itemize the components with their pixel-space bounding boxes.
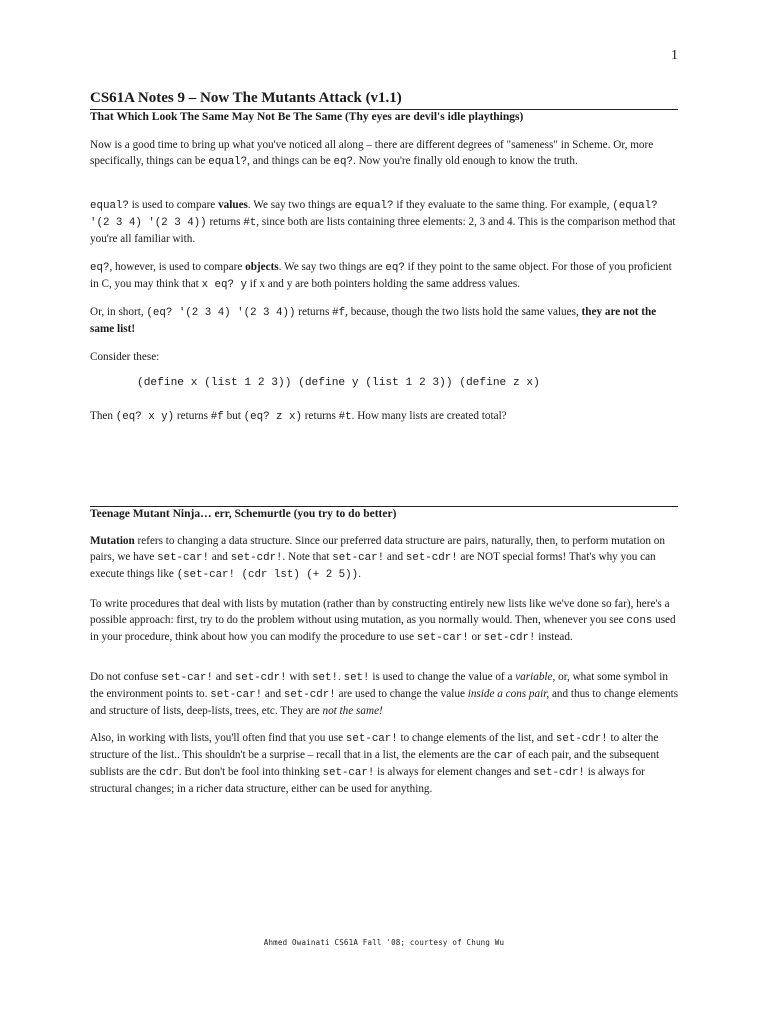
code-equal-example: (equal? '(2 3 4) '(2 3 4)) <box>90 200 658 229</box>
bold-values: values <box>218 199 248 211</box>
code-equal: equal? <box>354 200 394 212</box>
code-false: #f <box>332 307 346 319</box>
paragraph-eq-short: Or, in short, (eq? '(2 3 4) '(2 3 4)) returns #f, because, though the two lists hold the same values, they are not the same list! <box>90 306 657 335</box>
section-heading-mutation: Teenage Mutant Ninja… err, Schemurtle (you try to do better) <box>90 508 397 520</box>
code-set-car: set-car! <box>345 733 398 745</box>
code-set-car: set-car! <box>416 632 469 644</box>
code-true: #t <box>338 411 352 423</box>
code-set-cdr: set-cdr! <box>234 672 287 684</box>
code-set-cdr: set-cdr! <box>405 552 458 564</box>
code-set-car: set-car! <box>161 672 213 684</box>
code-set-car: set-car! <box>322 767 375 779</box>
code-eq: eq? <box>90 262 110 274</box>
code-set-car-example: (set-car! (cdr lst) (+ 2 5)) <box>176 569 359 581</box>
code-x-eq-y: x eq? y <box>201 279 247 291</box>
document-title: CS61A Notes 9 – Now The Mutants Attack (v1.1) <box>90 90 402 106</box>
code-set-cdr: set-cdr! <box>283 689 336 701</box>
bold-objects: objects <box>245 261 279 273</box>
code-cdr: cdr <box>159 767 179 779</box>
code-eq-z-x: (eq? z x) <box>243 411 302 423</box>
section-heading-sameness: That Which Look The Same May Not Be The Same (Thy eyes are devil's idle playthings) <box>90 111 524 123</box>
code-car: car <box>493 750 514 762</box>
section-rule <box>90 506 678 507</box>
italic-not-same: not the same! <box>322 705 383 717</box>
code-set-car: set-car! <box>210 689 263 701</box>
code-true: #t <box>243 217 257 229</box>
code-set-cdr: set-cdr! <box>555 733 608 745</box>
paragraph-question: Then (eq? x y) returns #f but (eq? z x) returns #t. How many lists are created total? <box>90 410 507 423</box>
code-set-car: set-car! <box>332 552 385 564</box>
paragraph-consider: Consider these: <box>90 351 160 363</box>
bold-mutation: Mutation <box>90 535 135 547</box>
code-set-cdr: set-cdr! <box>483 632 536 644</box>
paragraph-list-structure: Also, in working with lists, you'll often find that you use set-car! to change elements of the list, and set-cdr! to alter the structure of the list.. This shouldn't be a surprise – recall that in a list, the elements are the car of each pair, and the subsequent sublists are the cdr. But don't be fool into thinking set-car! is always for element changes and set-cdr! is always for structural changes; in a richer data structure, either can be used for anything. <box>90 732 660 795</box>
italic-variable: variable <box>515 671 553 683</box>
code-equal: equal? <box>90 200 129 212</box>
code-define-block: (define x (list 1 2 3)) (define y (list 1 2 3)) (define z x) <box>137 377 540 389</box>
title-rule <box>90 109 678 110</box>
page-footer: Ahmed Owainati CS61A Fall '08; courtesy of Chung Wu <box>263 938 505 947</box>
italic-inside-cons: inside a cons pair, <box>467 688 550 700</box>
paragraph-eq-objects: eq?, however, is used to compare objects. We say two things are eq? if they point to the same object. For those of you proficient in C, you may think that x eq? y if x and y are both pointers holding the same address values. <box>90 261 672 291</box>
page-number: 1 <box>671 48 678 63</box>
paragraph-mutation-def: Mutation refers to changing a data structure. Since our preferred data structure are pairs, naturally, then, to perform mutation on pairs, we have set-car! and set-cdr!. Note that set-car! and set-cdr! are NOT special forms! That's why you can execute things like (set-car! (cdr lst) (+ 2 5)). <box>90 535 665 581</box>
code-eq: eq? <box>385 262 405 274</box>
code-false: #f <box>210 411 224 423</box>
code-set-car: set-car! <box>157 552 209 564</box>
code-equal: equal? <box>208 156 248 168</box>
code-set-cdr: set-cdr! <box>230 552 283 564</box>
paragraph-equal-values: equal? is used to compare values. We say two things are equal? if they evaluate to the same thing. For example, (equal? '(2 3 4) '(2 3 4)) returns #t, since both are lists containing three elements: 2, 3 and 4. This is the comparison method that you're all familiar with. <box>90 199 676 245</box>
code-set-cdr: set-cdr! <box>533 767 585 779</box>
code-eq: eq? <box>333 156 353 168</box>
code-cons: cons <box>626 615 653 627</box>
code-set: set! <box>312 672 338 684</box>
bold-not-same-list: they are not the same list! <box>90 306 657 335</box>
paragraph-sameness-intro: Now is a good time to bring up what you've noticed all along – there are different degrees of "sameness" in Scheme. Or, more specifically, things can be equal?, and things can be eq?. Now you're finally old enough to know the truth. <box>90 139 654 168</box>
code-set: set! <box>343 672 370 684</box>
code-eq-x-y: (eq? x y) <box>115 411 175 423</box>
code-eq-example: (eq? '(2 3 4) '(2 3 4)) <box>146 307 296 319</box>
paragraph-set-confusion: Do not confuse set-car! and set-cdr! with set!. set! is used to change the value of a variable, or, what some symbol in the environment points to. set-car! and set-cdr! are used to change the value inside a cons pair, and thus to change elements and structure of lists, deep-lists, trees, etc. They are not the same! <box>90 671 679 717</box>
paragraph-mutation-approach: To write procedures that deal with lists by mutation (rather than by constructing entirely new lists like we've done so far), here's a possible approach: first, try to do the problem without using mutation, as you normally would. Then, whenever you see cons used in your procedure, think about how you can modify the procedure to use set-car! or set-cdr! instead. <box>90 598 676 644</box>
